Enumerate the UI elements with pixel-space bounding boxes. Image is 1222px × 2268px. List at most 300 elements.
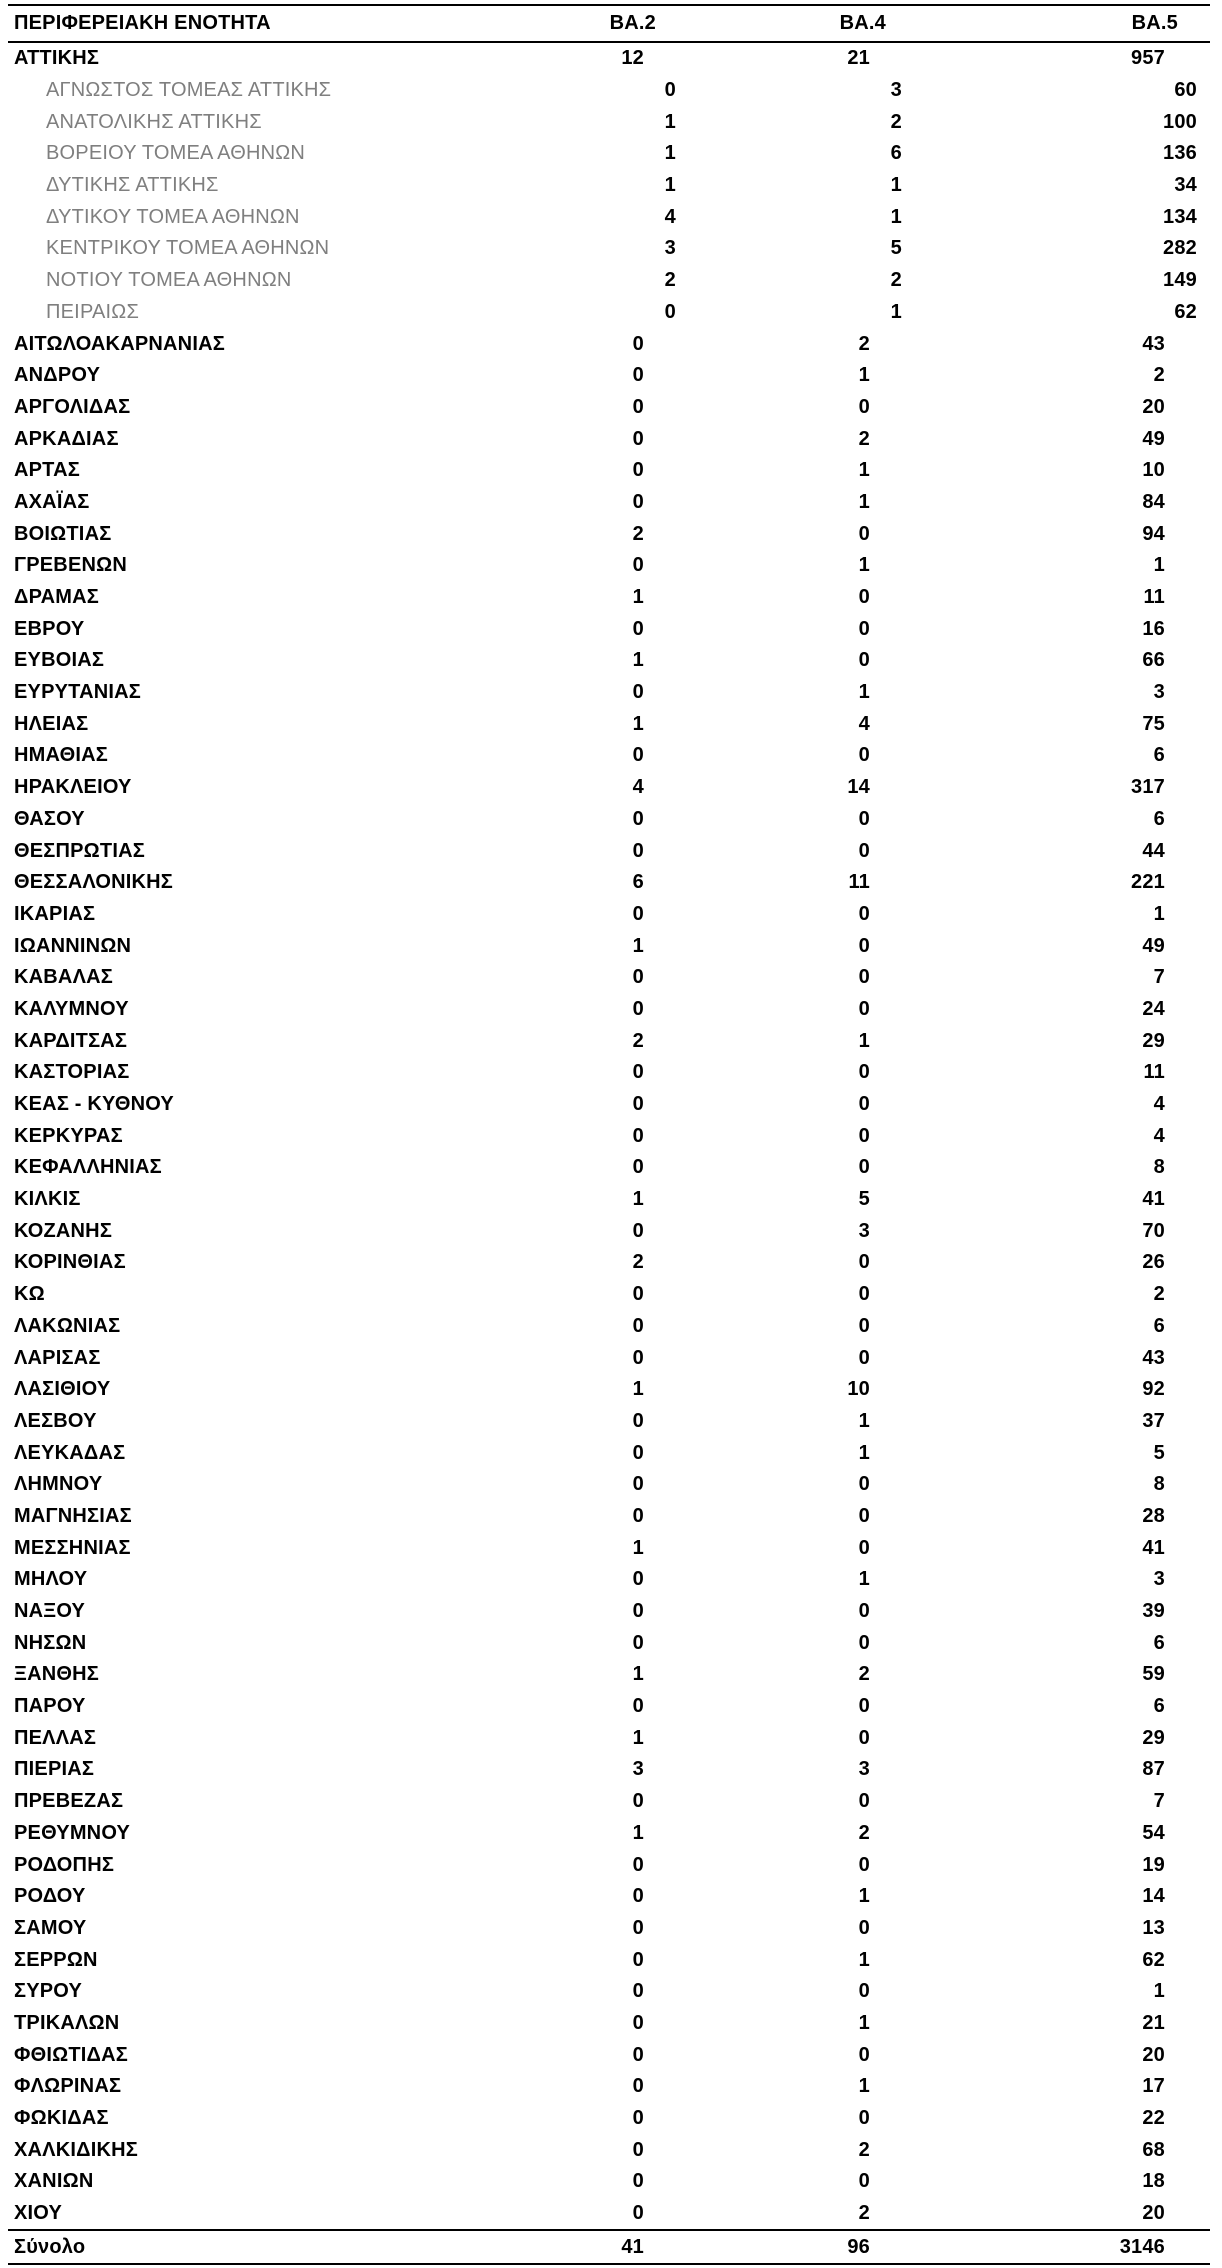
cell-ba5: 8 [1153, 1156, 1165, 1179]
table-subrow [8, 265, 1210, 297]
cell-ba4: 0 [858, 1061, 870, 1084]
cell-ba5: 6 [1153, 1314, 1165, 1337]
cell-ba2: 1 [664, 142, 676, 165]
region-name: ΜΑΓΝΗΣΙΑΣ [14, 1504, 132, 1527]
cell-ba4: 0 [858, 1314, 870, 1337]
cell-ba4: 0 [858, 1916, 870, 1939]
cell-ba4: 1 [858, 1029, 870, 1052]
table-row [8, 43, 1210, 75]
cell-ba2: 0 [632, 1885, 644, 1908]
cell-ba4: 21 [847, 47, 870, 70]
table-row [8, 645, 1210, 677]
region-name: ΚΑΡΔΙΤΣΑΣ [14, 1029, 128, 1052]
region-name: ΛΕΣΒΟΥ [14, 1409, 97, 1432]
region-name: ΔΥΤΙΚΟΥ ΤΟΜΕΑ ΑΘΗΝΩΝ [46, 205, 300, 228]
cell-ba2: 0 [632, 459, 644, 482]
cell-ba5: 317 [1131, 776, 1165, 799]
cell-ba2: 0 [632, 839, 644, 862]
cell-ba5: 7 [1153, 1790, 1165, 1813]
table-row [8, 582, 1210, 614]
table-row [8, 1279, 1210, 1311]
total-ba4: 96 [847, 2235, 870, 2258]
table-row [8, 613, 1210, 645]
cell-ba4: 2 [858, 2202, 870, 2225]
table-subrow [8, 106, 1210, 138]
cell-ba5: 3 [1153, 1568, 1165, 1591]
cell-ba5: 37 [1142, 1409, 1165, 1432]
cell-ba5: 29 [1142, 1029, 1165, 1052]
cell-ba4: 0 [858, 1504, 870, 1527]
cell-ba2: 0 [632, 902, 644, 925]
table-row [8, 708, 1210, 740]
table-row [8, 1406, 1210, 1438]
cell-ba4: 0 [858, 934, 870, 957]
cell-ba4: 1 [858, 1441, 870, 1464]
cell-ba2: 0 [664, 79, 676, 102]
cell-ba5: 94 [1142, 522, 1165, 545]
table-row [8, 1025, 1210, 1057]
cell-ba4: 1 [890, 174, 902, 197]
table-row [8, 2198, 1210, 2230]
total-ba5: 3146 [1119, 2235, 1165, 2258]
region-name: ΚΑΛΥΜΝΟΥ [14, 997, 129, 1020]
table-row [8, 2071, 1210, 2103]
cell-ba2: 0 [632, 1093, 644, 1116]
table-row [8, 1944, 1210, 1976]
table-row [8, 1437, 1210, 1469]
cell-ba4: 0 [858, 807, 870, 830]
region-name: ΒΟΡΕΙΟΥ ΤΟΜΕΑ ΑΘΗΝΩΝ [46, 142, 306, 165]
cell-ba5: 68 [1142, 2138, 1165, 2161]
cell-ba5: 59 [1142, 1663, 1165, 1686]
cell-ba4: 2 [858, 2138, 870, 2161]
region-name: ΦΩΚΙΔΑΣ [14, 2107, 109, 2130]
cell-ba5: 10 [1142, 459, 1165, 482]
cell-ba4: 3 [858, 1758, 870, 1781]
table-row [8, 1215, 1210, 1247]
cell-ba5: 2 [1153, 364, 1165, 387]
table-subrow [8, 233, 1210, 265]
header-ba2: ΒΑ.2 [609, 12, 656, 34]
cell-ba4: 0 [858, 1631, 870, 1654]
table-row [8, 1849, 1210, 1881]
region-name: ΣΑΜΟΥ [14, 1916, 87, 1939]
cell-ba2: 0 [632, 1156, 644, 1179]
cell-ba2: 0 [632, 1441, 644, 1464]
cell-ba2: 1 [632, 1821, 644, 1844]
table-row [8, 994, 1210, 1026]
region-name: ΚΩ [14, 1283, 45, 1306]
cell-ba2: 0 [632, 1980, 644, 2003]
cell-ba4: 1 [858, 490, 870, 513]
region-name: ΛΑΚΩΝΙΑΣ [14, 1314, 121, 1337]
cell-ba2: 0 [632, 1948, 644, 1971]
cell-ba5: 49 [1142, 427, 1165, 450]
cell-ba2: 1 [632, 1726, 644, 1749]
cell-ba5: 221 [1131, 871, 1165, 894]
cell-ba4: 11 [848, 871, 870, 894]
table-row [8, 1722, 1210, 1754]
cell-ba4: 2 [858, 1821, 870, 1844]
cell-ba4: 1 [858, 681, 870, 704]
cell-ba4: 0 [858, 2107, 870, 2130]
cell-ba4: 1 [858, 364, 870, 387]
region-name: ΑΓΝΩΣΤΟΣ ΤΟΜΕΑΣ ΑΤΤΙΚΗΣ [46, 79, 332, 102]
cell-ba4: 0 [858, 1093, 870, 1116]
cell-ba5: 26 [1142, 1251, 1165, 1274]
cell-ba2: 0 [632, 2170, 644, 2193]
cell-ba5: 28 [1142, 1504, 1165, 1527]
table-row [8, 2166, 1210, 2198]
cell-ba2: 0 [632, 364, 644, 387]
table-row [8, 740, 1210, 772]
cell-ba5: 54 [1142, 1821, 1165, 1844]
region-name: ΚΕΦΑΛΛΗΝΙΑΣ [14, 1156, 162, 1179]
cell-ba4: 0 [858, 1346, 870, 1369]
table-row [8, 2008, 1210, 2040]
cell-ba5: 16 [1142, 617, 1165, 640]
cell-ba4: 10 [847, 1378, 870, 1401]
table-subrow [8, 138, 1210, 170]
cell-ba5: 92 [1142, 1378, 1165, 1401]
cell-ba5: 39 [1142, 1600, 1165, 1623]
region-name: ΚΕΡΚΥΡΑΣ [14, 1124, 123, 1147]
cell-ba2: 1 [632, 649, 644, 672]
cell-ba2: 0 [632, 554, 644, 577]
table-row [8, 1089, 1210, 1121]
region-name: ΒΟΙΩΤΙΑΣ [14, 522, 112, 545]
table-row [8, 1501, 1210, 1533]
cell-ba5: 11 [1143, 586, 1165, 609]
cell-ba4: 2 [858, 332, 870, 355]
table-body [8, 43, 1210, 2229]
cell-ba5: 60 [1174, 79, 1197, 102]
region-name: ΑΡΚΑΔΙΑΣ [14, 427, 119, 450]
cell-ba4: 0 [858, 1473, 870, 1496]
cell-ba2: 0 [632, 1473, 644, 1496]
cell-ba5: 6 [1153, 1631, 1165, 1654]
cell-ba4: 0 [858, 1600, 870, 1623]
region-name: ΝΟΤΙΟΥ ΤΟΜΕΑ ΑΘΗΝΩΝ [46, 269, 292, 292]
cell-ba2: 0 [632, 2011, 644, 2034]
table-row [8, 1057, 1210, 1089]
cell-ba2: 1 [664, 174, 676, 197]
region-name: ΙΩΑΝΝΙΝΩΝ [14, 934, 132, 957]
cell-ba5: 4 [1153, 1124, 1165, 1147]
cell-ba4: 0 [858, 839, 870, 862]
cell-ba5: 100 [1163, 110, 1197, 133]
cell-ba4: 1 [858, 1948, 870, 1971]
cell-ba4: 0 [858, 1726, 870, 1749]
table-row [8, 2039, 1210, 2071]
cell-ba2: 0 [632, 1409, 644, 1432]
region-name: ΠΡΕΒΕΖΑΣ [14, 1790, 124, 1813]
table-subrow [8, 75, 1210, 107]
region-name: ΘΑΣΟΥ [14, 807, 85, 830]
cell-ba5: 70 [1142, 1219, 1165, 1242]
region-name: ΑΡΤΑΣ [14, 459, 80, 482]
cell-ba5: 1 [1153, 902, 1165, 925]
cell-ba2: 0 [632, 1568, 644, 1591]
table-row [8, 1342, 1210, 1374]
region-name: ΕΥΒΟΙΑΣ [14, 649, 105, 672]
cell-ba2: 0 [632, 2043, 644, 2066]
region-name: ΣΥΡΟΥ [14, 1980, 83, 2003]
cell-ba5: 19 [1142, 1853, 1165, 1876]
cell-ba4: 2 [858, 1663, 870, 1686]
cell-ba5: 6 [1153, 807, 1165, 830]
cell-ba5: 2 [1153, 1283, 1165, 1306]
cell-ba4: 1 [858, 1409, 870, 1432]
cell-ba2: 0 [632, 744, 644, 767]
total-row [8, 2229, 1210, 2263]
total-ba2: 41 [621, 2235, 644, 2258]
cell-ba2: 1 [664, 110, 676, 133]
cell-ba5: 6 [1153, 744, 1165, 767]
region-name: ΗΜΑΘΙΑΣ [14, 744, 108, 767]
table-row [8, 392, 1210, 424]
cell-ba2: 0 [632, 395, 644, 418]
table-row [8, 930, 1210, 962]
cell-ba5: 22 [1142, 2107, 1165, 2130]
cell-ba4: 14 [847, 776, 870, 799]
region-name: ΑΝΑΤΟΛΙΚΗΣ ΑΤΤΙΚΗΣ [46, 110, 262, 133]
cell-ba5: 11 [1143, 1061, 1165, 1084]
region-name: ΑΙΤΩΛΟΑΚΑΡΝΑΝΙΑΣ [14, 332, 225, 355]
table-row [8, 677, 1210, 709]
cell-ba4: 0 [858, 744, 870, 767]
region-name: ΣΕΡΡΩΝ [14, 1948, 98, 1971]
cell-ba4: 1 [858, 1568, 870, 1591]
cell-ba4: 2 [858, 427, 870, 450]
table-row [8, 1120, 1210, 1152]
cell-ba2: 2 [632, 1251, 644, 1274]
cell-ba2: 0 [632, 2075, 644, 2098]
region-name: ΚΕΝΤΡΙΚΟΥ ΤΟΜΕΑ ΑΘΗΝΩΝ [46, 237, 330, 260]
table-row [8, 1881, 1210, 1913]
region-name: ΔΡΑΜΑΣ [14, 586, 99, 609]
cell-ba5: 17 [1142, 2075, 1165, 2098]
cell-ba2: 0 [632, 1314, 644, 1337]
table-row [8, 1152, 1210, 1184]
cell-ba4: 2 [890, 110, 902, 133]
table-row [8, 1532, 1210, 1564]
region-name: ΘΕΣΠΡΩΤΙΑΣ [14, 839, 145, 862]
region-name: ΛΗΜΝΟΥ [14, 1473, 103, 1496]
cell-ba2: 1 [632, 1188, 644, 1211]
cell-ba4: 5 [858, 1188, 870, 1211]
cell-ba4: 0 [858, 522, 870, 545]
cell-ba2: 6 [632, 871, 644, 894]
cell-ba2: 0 [632, 1504, 644, 1527]
cell-ba5: 44 [1142, 839, 1165, 862]
table-row [8, 1596, 1210, 1628]
cell-ba4: 3 [890, 79, 902, 102]
region-name: ΚΟΖΑΝΗΣ [14, 1219, 113, 1242]
cell-ba2: 12 [621, 47, 644, 70]
cell-ba5: 1 [1153, 1980, 1165, 2003]
cell-ba5: 14 [1142, 1885, 1165, 1908]
table-row [8, 1627, 1210, 1659]
table-row [8, 1818, 1210, 1850]
cell-ba5: 134 [1163, 205, 1197, 228]
table-row [8, 1754, 1210, 1786]
region-name: ΚΟΡΙΝΘΙΑΣ [14, 1251, 126, 1274]
cell-ba2: 0 [632, 490, 644, 513]
table-row [8, 899, 1210, 931]
table-subrow [8, 170, 1210, 202]
cell-ba2: 1 [632, 1536, 644, 1559]
table-row [8, 1786, 1210, 1818]
cell-ba5: 62 [1142, 1948, 1165, 1971]
cell-ba2: 1 [632, 1663, 644, 1686]
table-row [8, 1184, 1210, 1216]
region-name: ΡΟΔΟΥ [14, 1885, 86, 1908]
cell-ba4: 5 [890, 237, 902, 260]
table-row [8, 487, 1210, 519]
cell-ba2: 0 [632, 1283, 644, 1306]
cell-ba5: 66 [1142, 649, 1165, 672]
region-name: ΝΑΞΟΥ [14, 1600, 86, 1623]
region-name: ΗΡΑΚΛΕΙΟΥ [14, 776, 132, 799]
cell-ba4: 1 [890, 205, 902, 228]
region-name: ΙΚΑΡΙΑΣ [14, 902, 96, 925]
cell-ba5: 43 [1142, 332, 1165, 355]
cell-ba2: 0 [632, 427, 644, 450]
cell-ba2: 0 [632, 1061, 644, 1084]
cell-ba4: 0 [858, 997, 870, 1020]
table-row [8, 455, 1210, 487]
cell-ba4: 0 [858, 966, 870, 989]
cell-ba5: 4 [1153, 1093, 1165, 1116]
cell-ba5: 29 [1142, 1726, 1165, 1749]
cell-ba4: 6 [890, 142, 902, 165]
table-header-row [8, 6, 1210, 43]
table-row [8, 2103, 1210, 2135]
cell-ba4: 1 [890, 300, 902, 323]
cell-ba4: 0 [858, 586, 870, 609]
table-row [8, 1913, 1210, 1945]
cell-ba5: 1 [1153, 554, 1165, 577]
cell-ba5: 49 [1142, 934, 1165, 957]
cell-ba5: 24 [1142, 997, 1165, 1020]
region-name: ΛΑΡΙΣΑΣ [14, 1346, 101, 1369]
cell-ba4: 0 [858, 2043, 870, 2066]
cell-ba4: 1 [858, 2075, 870, 2098]
table-row [8, 2134, 1210, 2166]
cell-ba2: 0 [664, 300, 676, 323]
table-row [8, 962, 1210, 994]
region-name: ΜΗΛΟΥ [14, 1568, 88, 1591]
region-name: ΠΕΛΛΑΣ [14, 1726, 97, 1749]
cell-ba4: 1 [858, 1885, 870, 1908]
cell-ba4: 0 [858, 1536, 870, 1559]
cell-ba5: 13 [1142, 1916, 1165, 1939]
cell-ba2: 0 [632, 807, 644, 830]
table-subrow [8, 201, 1210, 233]
region-name: ΦΘΙΩΤΙΔΑΣ [14, 2043, 128, 2066]
cell-ba2: 0 [632, 1631, 644, 1654]
cell-ba2: 1 [632, 586, 644, 609]
cell-ba5: 18 [1142, 2170, 1165, 2193]
cell-ba4: 4 [858, 712, 870, 735]
cell-ba2: 2 [632, 1029, 644, 1052]
cell-ba2: 2 [632, 522, 644, 545]
region-name: ΝΗΣΩΝ [14, 1631, 87, 1654]
region-name: ΠΙΕΡΙΑΣ [14, 1758, 95, 1781]
region-name: ΔΥΤΙΚΗΣ ΑΤΤΙΚΗΣ [46, 174, 219, 197]
cell-ba2: 1 [632, 934, 644, 957]
region-name: ΑΧΑΪΑΣ [14, 490, 90, 513]
table-row [8, 867, 1210, 899]
table-row [8, 328, 1210, 360]
region-name: ΠΑΡΟΥ [14, 1695, 86, 1718]
header-region: ΠΕΡΙΦΕΡΕΙΑΚΗ ΕΝΟΤΗΤΑ [14, 12, 271, 34]
cell-ba5: 41 [1142, 1536, 1165, 1559]
cell-ba2: 3 [632, 1758, 644, 1781]
region-name: ΡΟΔΟΠΗΣ [14, 1853, 115, 1876]
cell-ba5: 43 [1142, 1346, 1165, 1369]
cell-ba4: 0 [858, 1790, 870, 1813]
region-name: ΘΕΣΣΑΛΟΝΙΚΗΣ [14, 871, 173, 894]
cell-ba4: 0 [858, 1853, 870, 1876]
cell-ba2: 0 [632, 1346, 644, 1369]
table-row [8, 804, 1210, 836]
cell-ba5: 62 [1174, 300, 1197, 323]
cell-ba2: 4 [632, 776, 644, 799]
cell-ba4: 0 [858, 395, 870, 418]
cell-ba4: 0 [858, 2170, 870, 2193]
cell-ba2: 0 [632, 2138, 644, 2161]
cell-ba5: 5 [1153, 1441, 1165, 1464]
table-row [8, 1374, 1210, 1406]
region-name: ΦΛΩΡΙΝΑΣ [14, 2075, 122, 2098]
region-name: ΛΑΣΙΘΙΟΥ [14, 1378, 111, 1401]
cell-ba5: 3 [1153, 681, 1165, 704]
region-name: ΓΡΕΒΕΝΩΝ [14, 554, 128, 577]
cell-ba2: 0 [632, 1790, 644, 1813]
cell-ba4: 0 [858, 1156, 870, 1179]
cell-ba4: 0 [858, 1980, 870, 2003]
cell-ba4: 0 [858, 1124, 870, 1147]
table-row [8, 1469, 1210, 1501]
total-label: Σύνολο [14, 2235, 86, 2258]
cell-ba2: 1 [632, 1378, 644, 1401]
cell-ba5: 21 [1142, 2011, 1165, 2034]
region-name: ΑΝΔΡΟΥ [14, 364, 101, 387]
regional-variants-table [8, 4, 1210, 2265]
cell-ba5: 41 [1142, 1188, 1165, 1211]
region-name: ΠΕΙΡΑΙΩΣ [46, 300, 140, 323]
region-name: ΤΡΙΚΑΛΩΝ [14, 2011, 120, 2034]
region-name: ΧΑΝΙΩΝ [14, 2170, 94, 2193]
cell-ba4: 0 [858, 902, 870, 925]
cell-ba2: 0 [632, 2202, 644, 2225]
cell-ba5: 75 [1142, 712, 1165, 735]
cell-ba2: 0 [632, 966, 644, 989]
cell-ba2: 0 [632, 1600, 644, 1623]
cell-ba5: 20 [1142, 2202, 1165, 2225]
table-row [8, 1564, 1210, 1596]
region-name: ΑΡΓΟΛΙΔΑΣ [14, 395, 131, 418]
cell-ba4: 2 [890, 269, 902, 292]
table-row [8, 835, 1210, 867]
region-name: ΕΒΡΟΥ [14, 617, 85, 640]
cell-ba4: 1 [858, 459, 870, 482]
cell-ba5: 6 [1153, 1695, 1165, 1718]
cell-ba2: 1 [632, 712, 644, 735]
cell-ba4: 0 [858, 1695, 870, 1718]
